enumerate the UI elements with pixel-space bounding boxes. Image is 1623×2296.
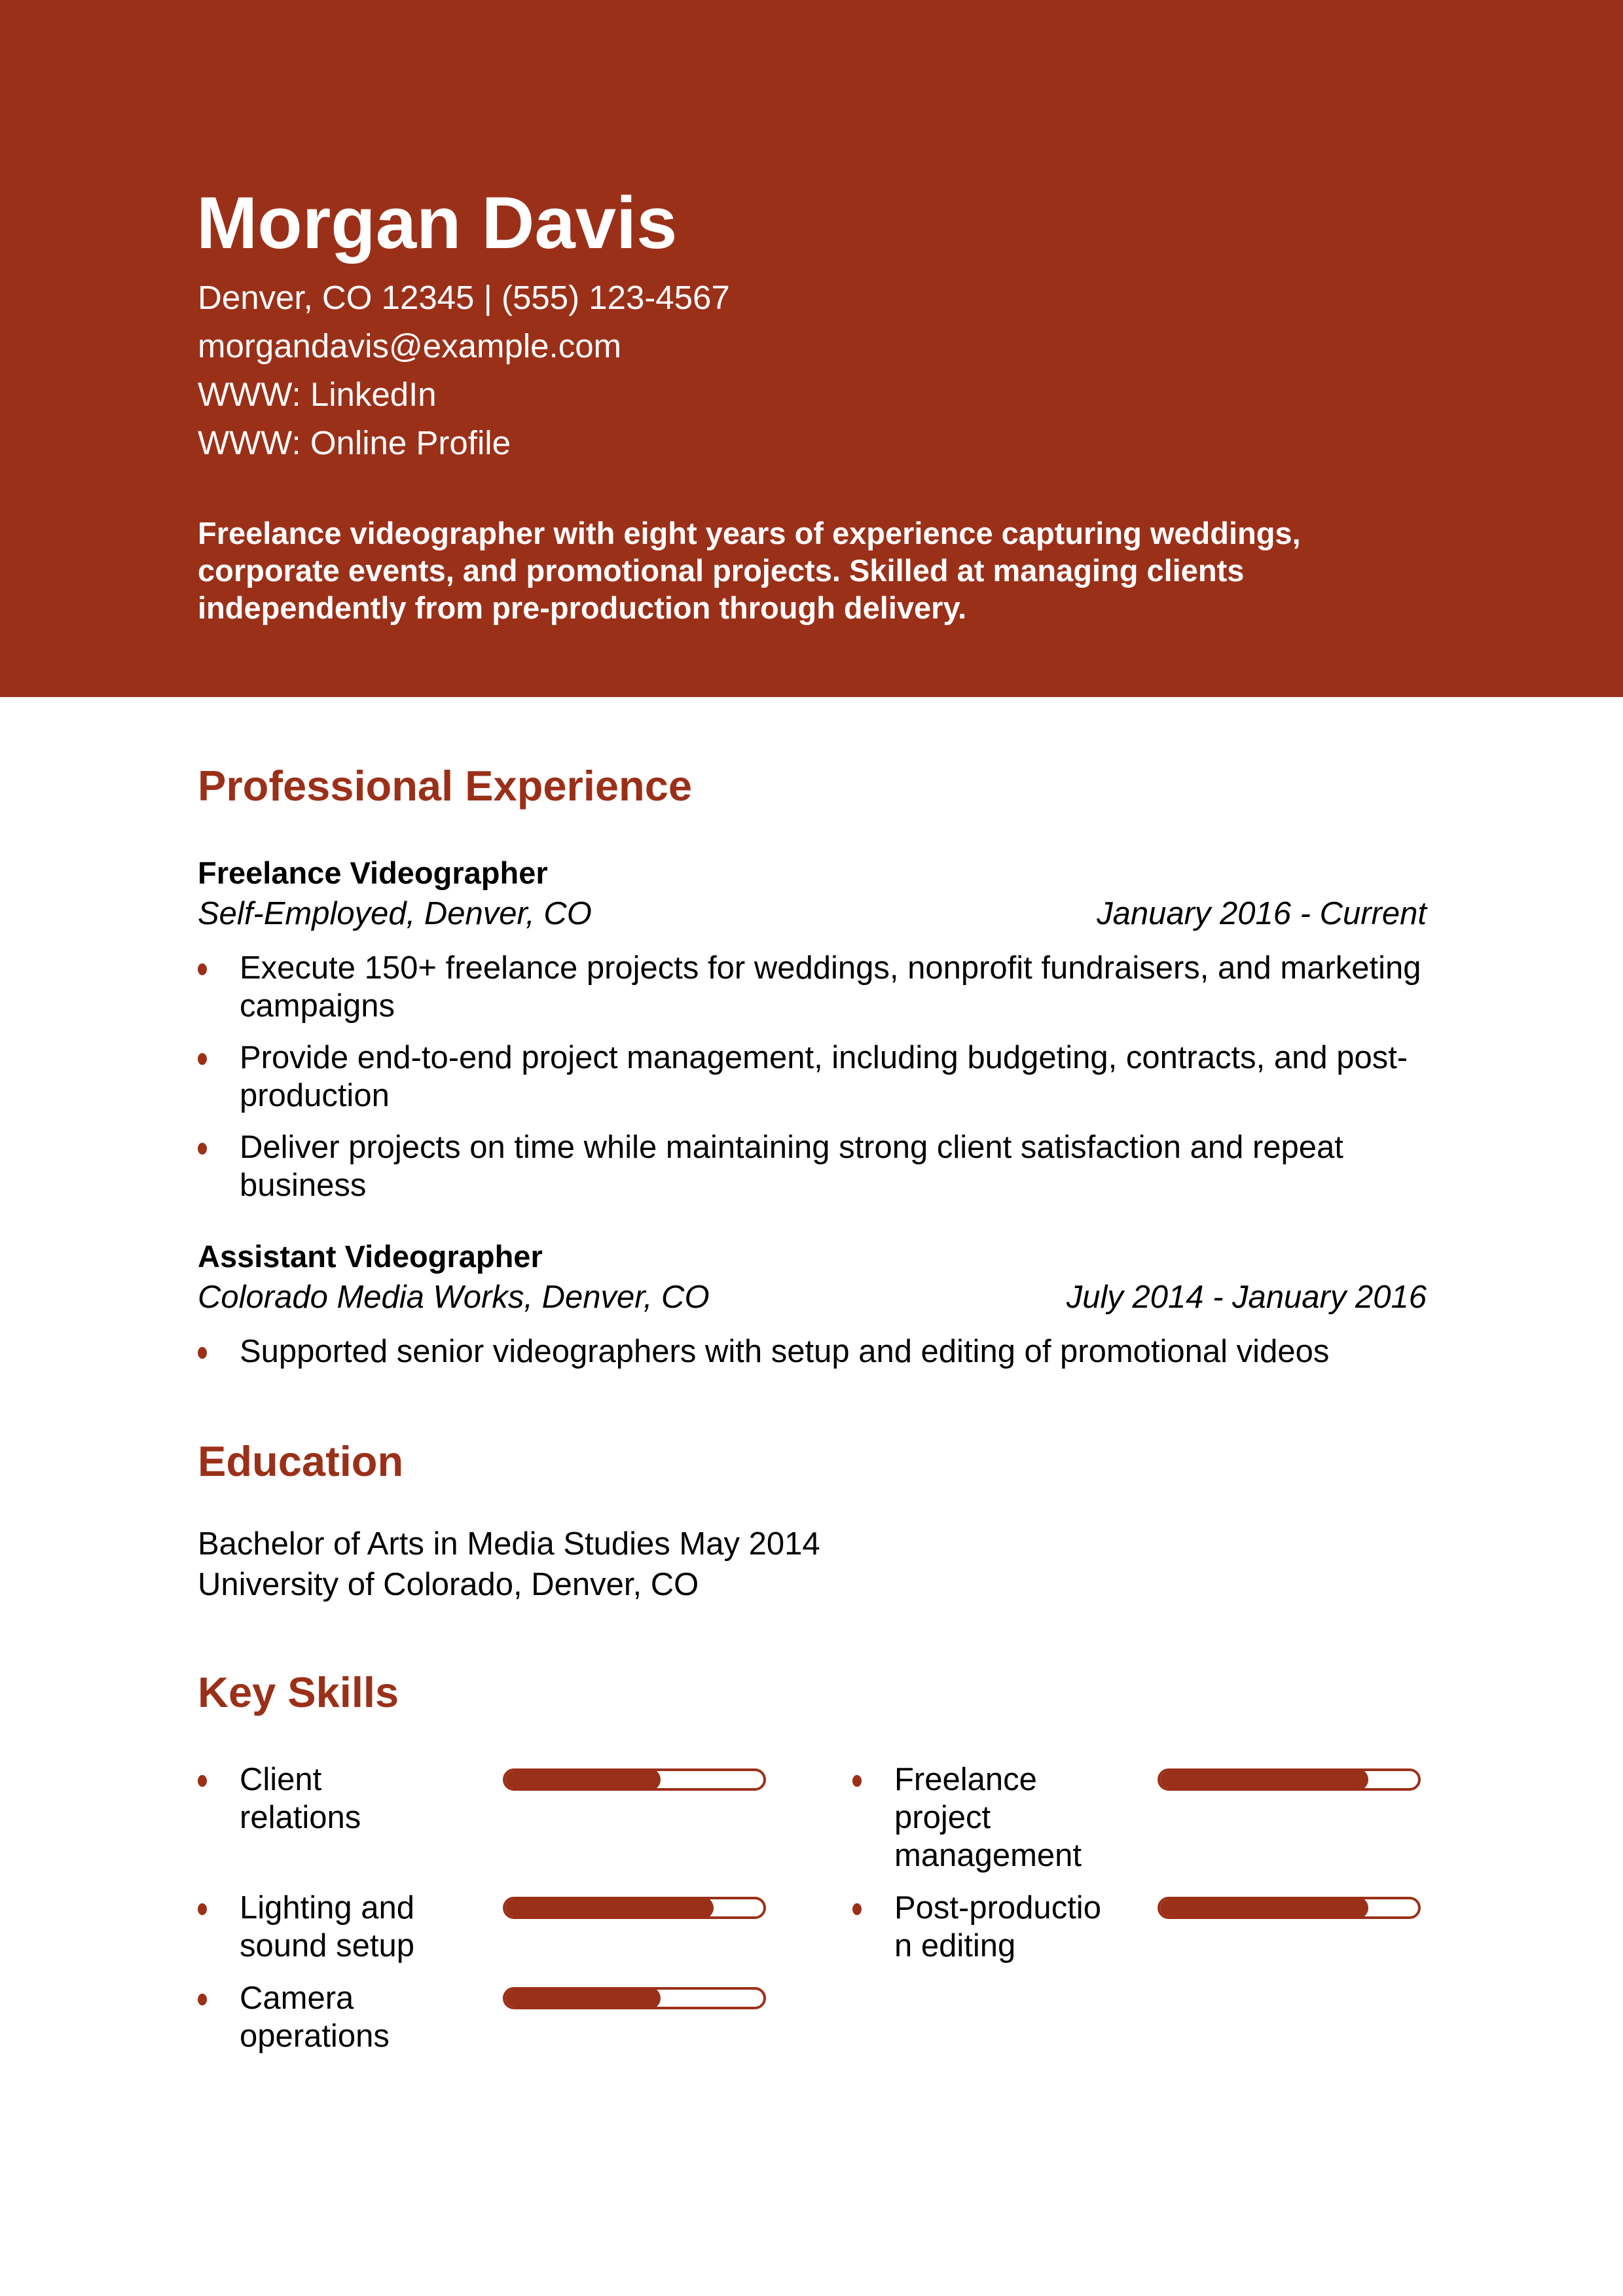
skill-level-fill xyxy=(503,1768,661,1791)
bullet-icon xyxy=(198,1994,207,2005)
skill-level-fill xyxy=(503,1897,714,1919)
skill-label: Post-production editing xyxy=(894,1890,1101,1964)
skill-level-bar xyxy=(1158,1897,1421,1919)
address-phone: Denver, CO 12345 | (555) 123-4567 xyxy=(198,279,730,316)
job-meta xyxy=(198,898,1427,930)
bullet-text: Provide end-to-end project management, including budgeting, contracts, and post-production xyxy=(240,1040,1408,1113)
bullet-icon xyxy=(198,1775,207,1787)
skill-label: Freelance project management xyxy=(894,1762,1082,1873)
job-bullets xyxy=(198,949,1429,1218)
skill-level-bar xyxy=(503,1987,766,2009)
contact-info xyxy=(198,274,730,467)
job-dates: January 2016 - Current xyxy=(1097,896,1427,931)
job-dates: July 2014 - January 2016 xyxy=(1066,1280,1427,1315)
bullet-text: Execute 150+ freelance projects for weddings, nonprofit fundraisers, and marketing campaigns xyxy=(240,950,1421,1024)
skill-item xyxy=(198,1979,813,2110)
list-item xyxy=(198,1039,1429,1115)
header-banner xyxy=(0,0,1623,697)
bullet-icon xyxy=(852,1775,862,1787)
education-entry xyxy=(198,1524,820,1605)
email-link[interactable]: morgandavis@example.com xyxy=(198,327,622,365)
list-item xyxy=(198,1333,1429,1371)
bullet-icon xyxy=(198,1903,207,1915)
skill-label: Camera operations xyxy=(240,1981,390,2054)
job-company: Colorado Media Works, Denver, CO xyxy=(198,1280,710,1315)
bullet-icon xyxy=(198,1347,207,1359)
list-item xyxy=(198,1128,1429,1204)
degree: Bachelor of Arts in Media Studies May 2014 xyxy=(198,1526,820,1562)
bullet-icon xyxy=(198,1053,207,1065)
skill-level-bar xyxy=(1158,1768,1421,1791)
bullet-icon xyxy=(198,1143,207,1155)
skill-level-bar xyxy=(503,1768,766,1791)
job-title: Freelance Videographer xyxy=(198,855,548,890)
bullet-icon xyxy=(852,1903,862,1915)
bullet-text: Supported senior videographers with setup and editing of promotional videos xyxy=(240,1334,1330,1369)
skill-label: Lighting and sound setup xyxy=(240,1890,415,1964)
skill-level-fill xyxy=(503,1987,661,2009)
candidate-name: Morgan Davis xyxy=(196,182,678,264)
bullet-text: Deliver projects on time while maintaining strong client satisfaction and repeat business xyxy=(240,1130,1343,1203)
skill-label: Client relations xyxy=(240,1762,361,1835)
job-title: Assistant Videographer xyxy=(198,1239,543,1274)
list-item xyxy=(198,949,1429,1025)
skill-level-fill xyxy=(1158,1897,1368,1919)
professional-summary: Freelance videographer with eight years of experience capturing weddings, corporate events, and promotional projects. Skilled at managing clients independently from pre-production through delivery. xyxy=(198,516,1301,625)
skill-item xyxy=(198,1761,813,1892)
online-profile-link[interactable]: WWW: Online Profile xyxy=(198,424,511,461)
job-meta xyxy=(198,1282,1427,1314)
skill-level-bar xyxy=(503,1897,766,1919)
linkedin-link[interactable]: WWW: LinkedIn xyxy=(198,376,437,413)
section-title-skills: Key Skills xyxy=(198,1668,399,1716)
section-title-experience: Professional Experience xyxy=(198,762,693,810)
section-title-education: Education xyxy=(198,1437,404,1485)
bullet-icon xyxy=(198,963,207,975)
job-bullets xyxy=(198,1333,1429,1384)
skill-level-fill xyxy=(1158,1768,1368,1791)
skill-item xyxy=(852,1761,1468,1892)
skill-item xyxy=(852,1889,1468,2020)
school: University of Colorado, Denver, CO xyxy=(198,1567,699,1602)
job-company: Self-Employed, Denver, CO xyxy=(198,896,592,931)
